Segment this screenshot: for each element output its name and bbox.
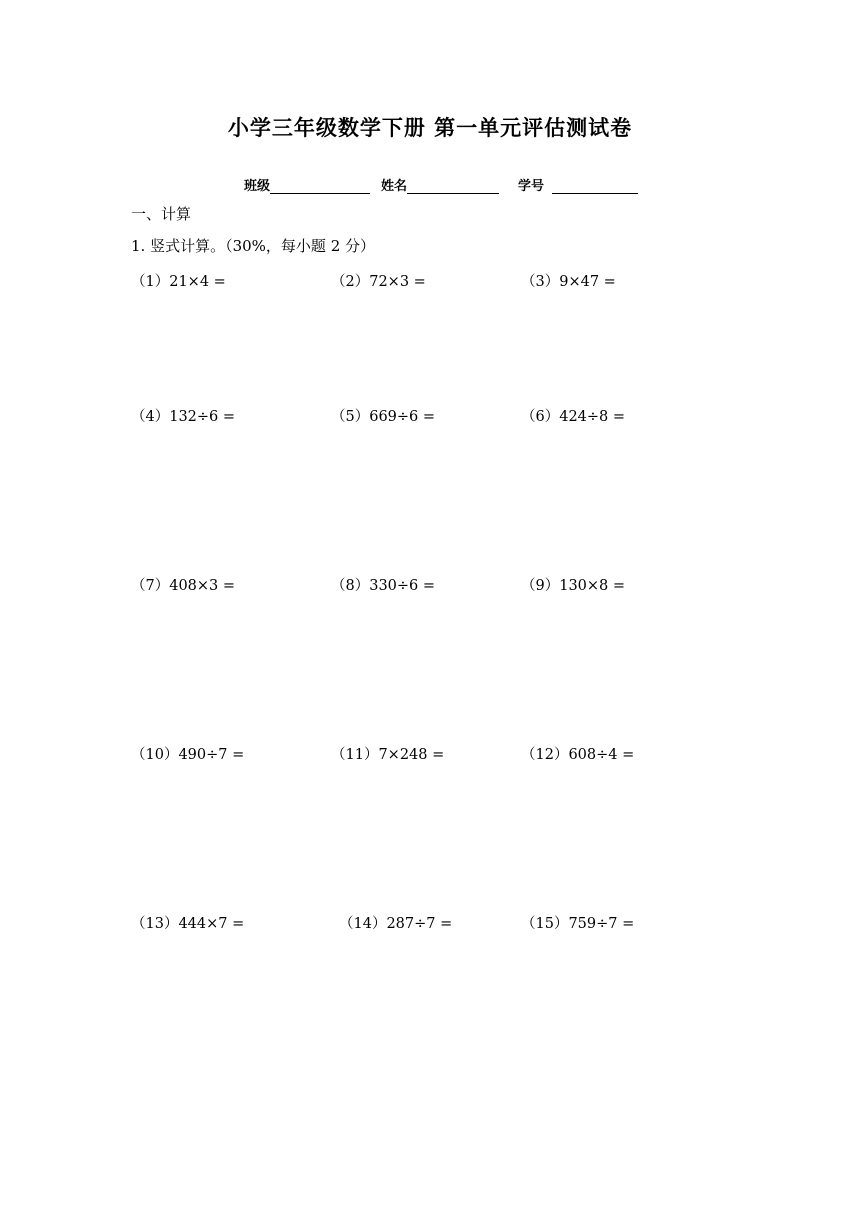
question-heading: 1. 竖式计算。（30%，每小题 2 分）: [131, 237, 376, 255]
problem-15: （15）759÷7 =: [521, 916, 635, 932]
name-blank[interactable]: [407, 179, 499, 194]
problem-11: （11）7×248 =: [331, 747, 445, 763]
problem-3: （3）9×47 =: [521, 274, 616, 290]
problem-12: （12）608÷4 =: [521, 747, 635, 763]
class-label: 班级: [244, 179, 271, 194]
problem-6: （6）424÷8 =: [521, 409, 626, 425]
problem-14: （14）287÷7 =: [339, 916, 453, 932]
class-field[interactable]: [244, 175, 370, 194]
problem-7: （7）408×3 =: [131, 578, 236, 594]
class-blank[interactable]: [270, 179, 370, 194]
id-field[interactable]: [518, 175, 638, 194]
problem-1: （1）21×4 =: [131, 274, 226, 290]
section-heading: 一、计算: [131, 205, 192, 223]
problem-10: （10）490÷7 =: [131, 747, 245, 763]
name-field[interactable]: [381, 175, 499, 194]
problem-8: （8）330÷6 =: [331, 578, 436, 594]
problem-2: （2）72×3 =: [331, 274, 426, 290]
page-title: 小学三年级数学下册 第一单元评估测试卷: [227, 116, 633, 140]
problem-13: （13）444×7 =: [131, 916, 245, 932]
problem-9: （9）130×8 =: [521, 578, 626, 594]
id-blank[interactable]: [552, 179, 638, 194]
name-label: 姓名: [381, 179, 408, 194]
problem-4: （4）132÷6 =: [131, 409, 236, 425]
id-label: 学号: [518, 179, 545, 194]
problem-5: （5）669÷6 =: [331, 409, 436, 425]
